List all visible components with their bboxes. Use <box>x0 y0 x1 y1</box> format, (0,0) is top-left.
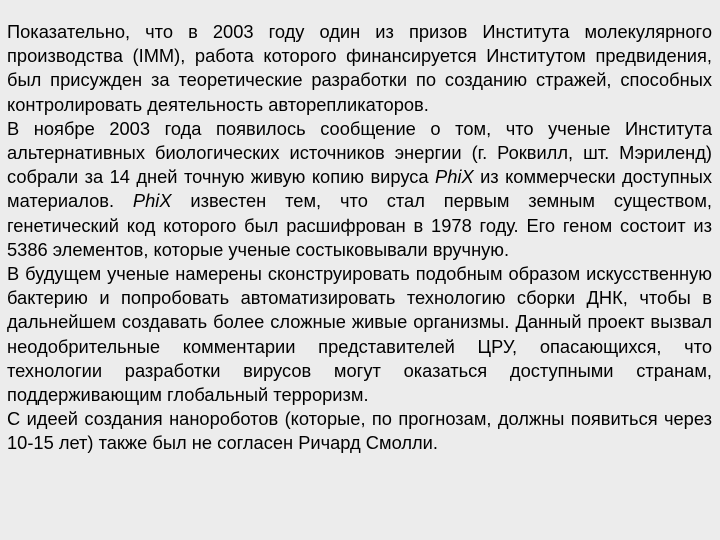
virus-name-phix: PhiX <box>435 166 474 188</box>
virus-name-phix-2: PhiX <box>132 190 172 212</box>
paragraph-phix-virus <box>7 117 712 262</box>
paragraph-imm-prize: Показательно, что в 2003 году один из призов Института молекулярного производства (IMM), работа которого финансируется Институтом предвидения, был присужден за теоретические разработки по созданию стражей, способных контролировать деятельность авторепликаторов. <box>7 21 712 115</box>
paragraph-nanorobots: С идеей создания нанороботов (которые, по прогнозам, должны появиться через 10-15 лет) также был не согласен Ричард Смолли. <box>7 408 712 454</box>
phix-text-part-1: В ноябре 2003 года появилось сообщение о том, что ученые Института альтернативных биологических источников энергии (г. Роквилл, шт. Мэриленд) собрали за 14 дней точную живую копию вируса <box>7 117 712 188</box>
paragraph-artificial-bacteria: В будущем ученые намерены сконструировать подобным образом искусственную бактерию и попробовать автоматизировать технологию сборки ДНК, чтобы в дальнейшем создавать более сложные живые организмы. Данный проект вызвал неодобрительные комментарии представителей ЦРУ, опасающихся, что технологии разработки вирусов могут оказаться доступными странам, поддерживающим глобальный терроризм. <box>7 263 712 406</box>
phix-text-part-3: известен тем, что стал первым земным существом, генетический код которого был расшифрован в 1978 году. Его геном состоит из 5386 элементов, которые ученые состыковывали вручную. <box>7 190 712 260</box>
phix-text-part-2: из коммерчески доступных материалов. <box>7 166 712 212</box>
